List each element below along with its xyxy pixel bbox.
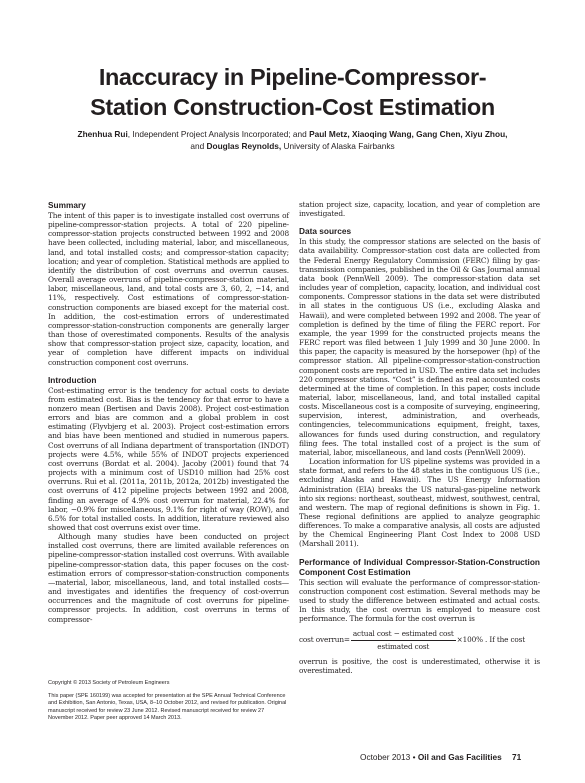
data-sources-paragraph-1: In this study, the compressor stations are selected on the basis of data availability. Compressor-station cost data are collected from the Federal Energy Regulatory Commission (FERC) filing by gas-transmission companies, published in the Oil & Gas Journal annual data book (PennWell 2009). The compressor-station data set includes year of completion, capacity, location, and individual cost components. Compressor stations in the data set were distributed in all states in the contiguous US (i.e., excluding Alaska and Hawaii), and were completed between 1992 and 2008. The year of completion is defined by the time of filing the FERC report. For example, the year 1999 for the constructed projects means the FERC report was filed between 1 July 1999 and 30 June 2000. In this paper, the capacity is measured by the horsepower (hp) of the compressor station. All pipeline-compressor-station-construction component costs are reported in USD. The entire data set includes 220 compressor stations. “Cost” is defined as real accounted costs determined at the time of completion. In this paper, costs include material, labor, miscellaneous, land, and total installed capital costs. Miscellaneous cost is a composite of surveying, engineering, supervision, interest, administration, and overheads, contingencies, telecommunications equipment, freight, taxes, allowances for funds used during construction, and regulatory filing fees. The total installed cost of a project is the sum of material, labor, miscellaneous, and land costs (PennWell 2009). <box>299 237 540 457</box>
data-sources-paragraph-2: Location information for US pipeline systems was provided in a state format, and refers to the 48 states in the contiguous US (i.e., excluding Alaska and Hawaii). The US Energy Information Administration (EIA) breaks the US natural-gas-pipeline network into six regions: northeast, southeast, midwest, southwest, central, and western. The map of regional definitions is shown in Fig. 1. These regional definitions are applied to analyze geographic differences. To make a comparative analysis, all costs are adjusted by the Chemical Engineering Plant Cost Index to 2008 USD (Marshall 2011). <box>299 457 540 549</box>
author-affiliation: , Independent Project Analysis Incorporated; and <box>127 129 310 139</box>
copyright-notice: Copyright © 2013 Society of Petroleum Engineers <box>48 680 170 686</box>
author-conjunction: and <box>190 140 207 151</box>
summary-paragraph: The intent of this paper is to investigate installed cost overruns of pipeline-compressor-station projects. A total of 220 pipeline-compressor-station projects constructed between 1992 and 2008 have been collected, including material, labor, and miscellaneous, land, and total installed costs; and compressor-station capacity; location; and year of completion. Statistical methods are applied to identify the distribution of cost overruns and overrun causes. Overall average overruns of pipeline-compressor-station material, labor, miscellaneous, land, and total costs are 3, 60, 2, −14, and 11%, respectively. Cost estimations of compressor-station-construction components are biased except for the material cost. In addition, the cost-estimation errors of underestimated compressor-station-construction components are generally larger than those of overestimated components. Results of the analysis show that compressor-station project size, capacity, location, and year of completion have different impacts on individual construction component cost overruns. <box>48 211 289 367</box>
section-heading-summary: Summary <box>48 200 86 210</box>
author-list <box>40 129 545 152</box>
footer-bullet: • <box>412 752 416 762</box>
page-number: 71 <box>512 752 522 762</box>
introduction-paragraph-1: Cost-estimating error is the tendency for actual costs to deviate from estimated cost. Bias is the tendency for that error to have a nonzero mean (Bertisen and Davis 2008). Project cost-estimation errors and bias are common and a global problem in cost estimating (Flyvbjerg et al. 2003). Project cost-estimation errors and bias have been mentioned and studied in numerous papers. Cost overruns of all Indiana department of transportation (INDOT) projects were 4.5%, while 55% of INDOT projects experienced cost overruns (Bordat et al. 2004). Jacoby (2001) found that 74 projects with a minimum cost of USD10 million had 25% cost overruns. Rui et al. (2011a, 2011b, 2012a, 2012b) investigated the cost overruns of 412 pipeline projects between 1992 and 2008, finding an average of 4.9% cost overrun for material, 22.4% for labor, −0.9% for miscellaneous, 9.1% for right of way (ROW), and 6.5% for total installed costs. In addition, literature reviewed also showed that cost overruns exist over time. <box>48 385 289 532</box>
page-footer <box>360 752 550 762</box>
footnote <box>48 680 289 728</box>
introduction-paragraph-2: Although many studies have been conducted on project installed cost overruns, there are limited available references on pipeline-compressor-station installed cost overruns. With available pipeline-compressor-station data, this paper focuses on the cost-estimation errors of compressor-station-construction components—material, labor, miscellaneous, land, and total installed costs—and investigates and identifies the frequency of cost-overrun occurrences and the magnitude of cost overruns for pipeline-compressor projects. In addition, cost overruns in terms of compressor- <box>48 532 289 624</box>
continued-paragraph: station project size, capacity, location, and year of completion are investigated. <box>299 200 540 219</box>
section-heading-introduction: Introduction <box>48 374 97 385</box>
author-affiliation: University of Alaska Fairbanks <box>281 140 395 151</box>
formula-numerator: actual cost − estimated cost <box>351 629 456 640</box>
left-column <box>48 200 289 632</box>
author-name: Zhenhua Rui <box>77 129 128 139</box>
author-name: Paul Metz, Xiaoqing Wang, Gang Chen, Xiyu Zhou, <box>309 129 508 139</box>
section-heading-data-sources: Data sources <box>299 226 352 237</box>
submission-note: This paper (SPE 160199) was accepted for presentation at the SPE Annual Technical Conference and Exhibition, San Antonio, Texas, USA, 8–10 October 2012, and revised for publication. Original manuscript received for review 23 June 2012. Revised manuscript received for review 27 November 2012. Paper peer approved 14 March 2013. <box>48 693 287 721</box>
footer-journal-name: Oil and Gas Facilities <box>417 752 502 762</box>
title-line-2: Station Construction-Cost Estimation <box>90 94 495 120</box>
formula-fraction <box>351 629 456 650</box>
footer-issue-date: October 2013 <box>360 752 411 762</box>
author-name: Douglas Reynolds, <box>206 140 282 151</box>
right-column <box>299 200 540 675</box>
performance-paragraph-1: This section will evaluate the performance of compressor-station-construction component cost estimation. Several methods may be used to study the difference between estimated and actual costs. In this study, the cost overrun is employed to measure cost performance. The formula for the cost overrun is <box>299 577 540 624</box>
performance-paragraph-2: overrun is positive, the cost is underestimated, otherwise it is overestimated. <box>299 656 540 675</box>
section-heading-performance: Performance of Individual Compressor-Station-Construction Component Cost Estimation <box>299 556 540 577</box>
formula-denominator: estimated cost <box>377 641 430 651</box>
formula-rhs: ×100% . If the cost <box>456 635 526 645</box>
formula-lhs: cost overrun= <box>299 635 350 645</box>
cost-overrun-formula <box>299 629 540 650</box>
title-line-1: Inaccuracy in Pipeline-Compressor- <box>98 64 487 90</box>
paper-title <box>0 62 585 122</box>
